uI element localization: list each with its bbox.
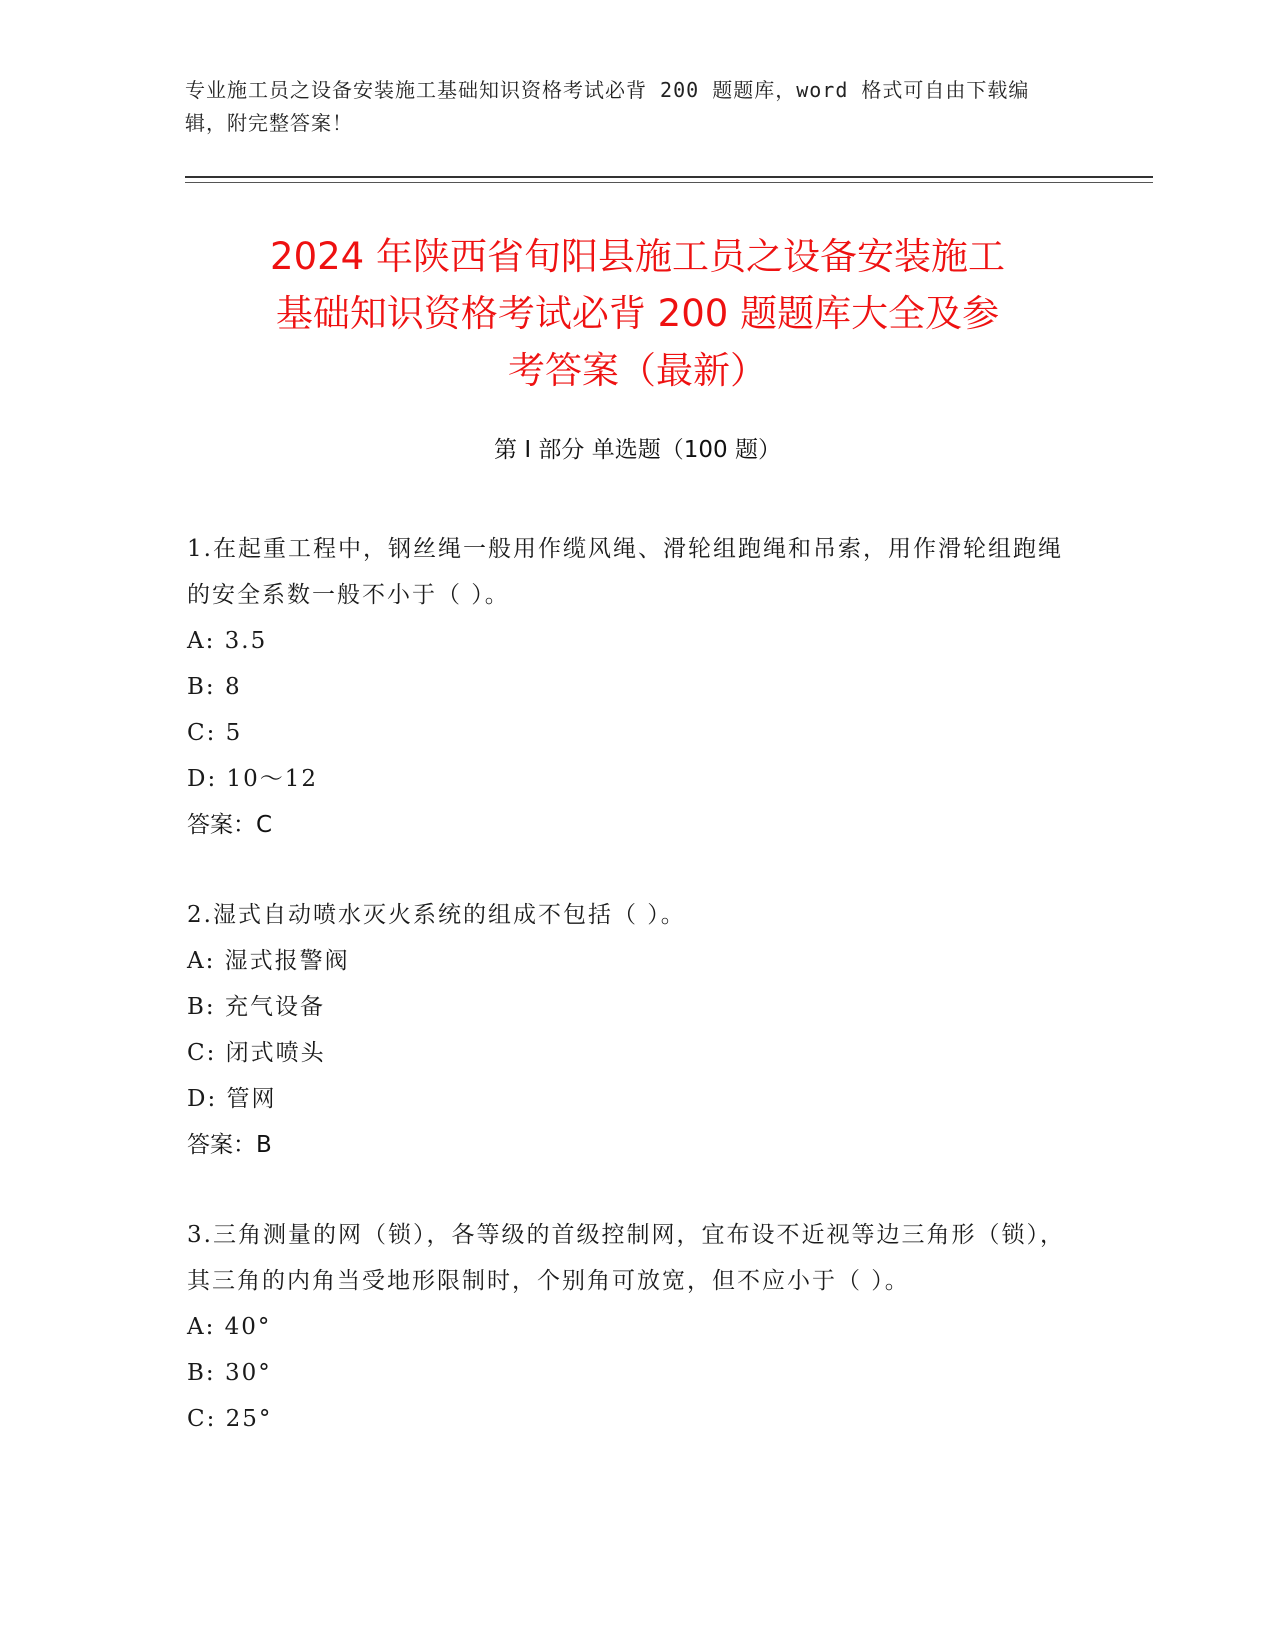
title-line-2: 基础知识资格考试必背 200 题题库大全及参 [275,292,1000,335]
option-c: C: 25° [187,1406,273,1432]
option-b: B: 30° [187,1360,272,1386]
title-line-1: 2024 年陕西省旬阳县施工员之设备安装施工 [270,235,1005,278]
option-d: D: 10～12 [187,766,319,792]
question-list [187,526,1067,1442]
option-a: A: 3.5 [187,628,268,654]
option-a: A: 湿式报警阀 [187,948,350,974]
question-spacer [187,848,1067,892]
header-note: 专业施工员之设备安装施工基础知识资格考试必背 200 题题库，word 格式可自由下载编辑，附完整答案！ [185,78,1030,135]
option-b: B: 充气设备 [187,994,325,1020]
header-divider-thick [185,176,1153,178]
document-title [185,228,1090,399]
question-2 [187,892,1067,1168]
option-b: B: 8 [187,674,242,700]
option-c: C: 5 [187,720,243,746]
question-stem: 1.在起重工程中，钢丝绳一般用作缆风绳、滑轮组跑绳和吊索，用作滑轮组跑绳的安全系数一般不小于（ ）。 [187,536,1063,608]
option-c: C: 闭式喷头 [187,1040,326,1066]
answer: 答案：C [187,812,273,838]
header-divider-thin [185,182,1153,183]
question-1 [187,526,1067,848]
option-a: A: 40° [187,1314,272,1340]
question-3 [187,1212,1067,1442]
section-heading: 第 I 部分 单选题（100 题） [494,437,781,463]
answer: 答案：B [187,1132,272,1158]
question-stem: 2.湿式自动喷水灭火系统的组成不包括（ ）。 [187,902,686,928]
question-stem: 3.三角测量的网（锁），各等级的首级控制网，宜布设不近视等边三角形（锁），其三角的内角当受地形限制时，个别角可放宽，但不应小于（ ）。 [187,1222,1065,1294]
question-spacer [187,1168,1067,1212]
title-line-3: 考答案（最新） [508,349,767,392]
option-d: D: 管网 [187,1086,277,1112]
